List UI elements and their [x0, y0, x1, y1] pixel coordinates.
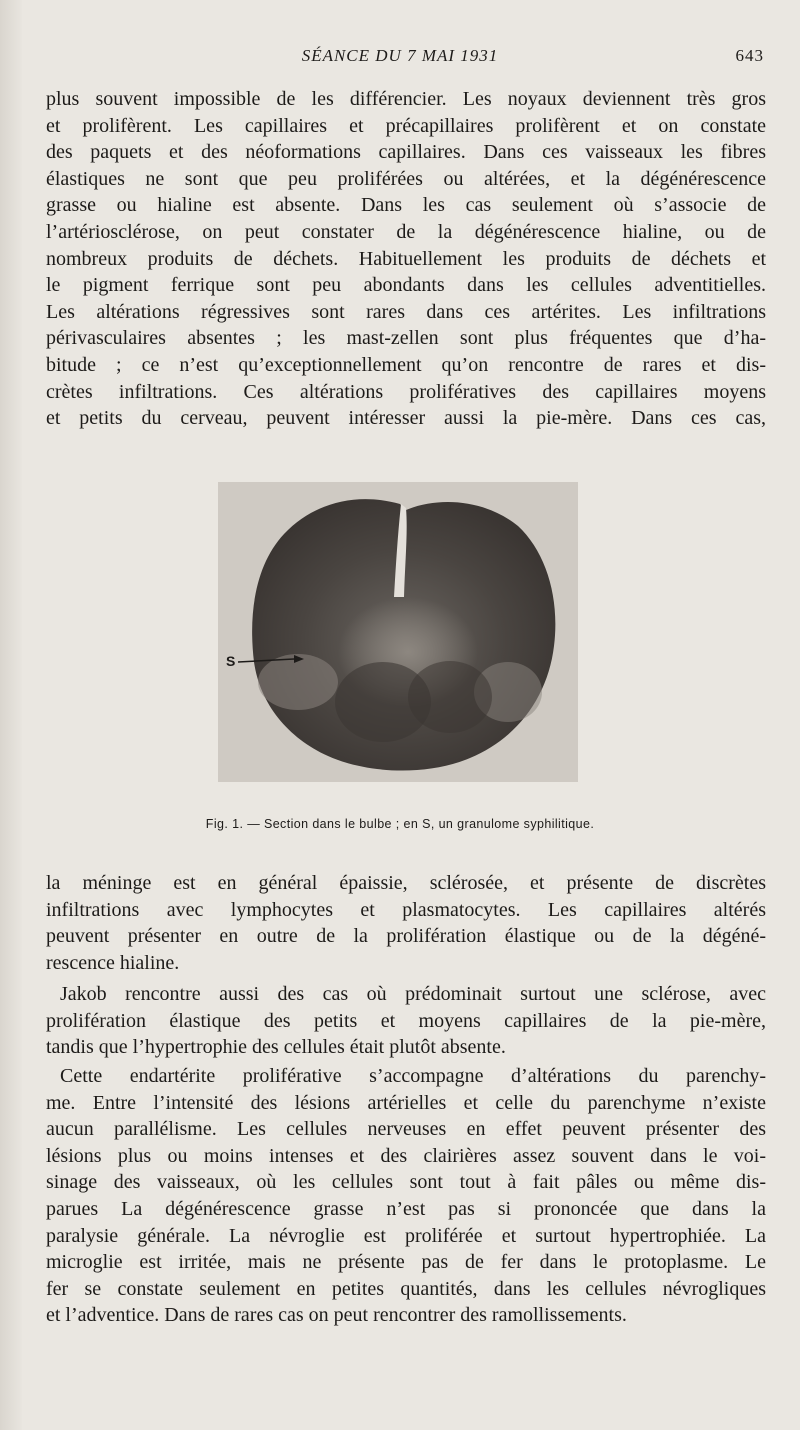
- running-header: [0, 46, 800, 74]
- text-line: Les altérations régressives sont rares dans ces artérites. Les infiltrations: [46, 300, 766, 323]
- text-line: sinage des vaisseaux, où les cellules sont tout à fait pâles ou même dis-: [46, 1171, 766, 1194]
- text-line: prolifération élastique des petits et moyens capillaires de la pie-mère,: [46, 1009, 766, 1032]
- paragraph-4: [46, 1063, 766, 1329]
- header-title: SÉANCE DU 7 MAI 1931: [301, 46, 499, 65]
- text-line: et prolifèrent. Les capillaires et précapillaires prolifèrent et on constate: [46, 114, 766, 137]
- text-line: bitude ; ce n’est qu’exceptionnellement qu’on rencontre de rares et dis-: [46, 353, 766, 376]
- text-line: nombreux produits de déchets. Habituellement les produits de déchets et: [46, 247, 766, 270]
- text-line: grasse ou hialine est absente. Dans les cas seulement où s’associe de: [46, 194, 766, 217]
- text-line: le pigment ferrique sont peu abondants dans les cellules adventitielles.: [46, 274, 766, 297]
- figure-bulbe-section: [218, 482, 578, 782]
- paragraph-2: [46, 870, 766, 976]
- text-line: et l’adventice. Dans de rares cas on peut rencontrer des ramollissements.: [46, 1304, 627, 1327]
- text-line: parues La dégénérescence grasse n’est pas si prononcée que dans la: [46, 1197, 766, 1220]
- text-line: microglie est irritée, mais ne présente pas de fer dans le protoplasme. Le: [46, 1251, 766, 1274]
- text-line: plus souvent impossible de les différencier. Les noyaux deviennent très gros: [46, 88, 766, 110]
- text-line: fer se constate seulement en petites quantités, dans les cellules névrogliques: [46, 1277, 766, 1300]
- text-line: des paquets et des néoformations capillaires. Dans ces vaisseaux les fibres: [46, 141, 766, 164]
- text-line: crètes infiltrations. Ces altérations prolifératives des capillaires moyens: [46, 380, 766, 403]
- lateral-light-zone-left: [258, 654, 338, 710]
- text-line: paralysie générale. La névroglie est proliférée et surtout hypertrophiée. La: [46, 1224, 766, 1247]
- dark-nucleus-right: [408, 661, 492, 733]
- paragraph-1: [46, 86, 766, 432]
- text-line: l’artériosclérose, on peut constater de la dégénérescence hialine, ou de: [46, 220, 766, 243]
- page-binding-edge: [0, 0, 22, 1430]
- text-line: aucun parallélisme. Les cellules nerveuses en effet peuvent présenter des: [46, 1118, 766, 1141]
- text-line: tandis que l’hypertrophie des cellules était plutôt absente.: [46, 1036, 506, 1059]
- paragraph-3: [46, 981, 766, 1061]
- text-line: lésions plus ou moins intenses et des clairières assez souvent dans le voi-: [46, 1144, 766, 1167]
- text-line: Cette endartérite proliférative s’accompagne d’altérations du parenchy-: [60, 1065, 766, 1087]
- text-line: périvasculaires absentes ; les mast-zellen sont plus fréquentes que d’ha-: [46, 327, 766, 350]
- text-line: me. Entre l’intensité des lésions artérielles et celle du parenchyme n’existe: [46, 1091, 766, 1114]
- text-line: peuvent présenter en outre de la prolifération élastique ou de la dégéné-: [46, 925, 766, 948]
- page-number: 643: [735, 46, 764, 65]
- text-line: élastiques ne sont que peu proliférées ou altérées, et la dégénérescence: [46, 167, 766, 190]
- text-line: et petits du cerveau, peuvent intéresser aussi la pie-mère. Dans ces cas,: [46, 407, 766, 430]
- text-line: infiltrations avec lymphocytes et plasmatocytes. Les capillaires altérés: [46, 898, 766, 921]
- figure-caption: Fig. 1. — Section dans le bulbe ; en S, un granulome syphilitique.: [205, 817, 595, 831]
- micrograph-image: [218, 482, 578, 782]
- granulome-marker-letter: S: [226, 653, 236, 669]
- text-line: Jakob rencontre aussi des cas où prédominait surtout une sclérose, avec: [60, 983, 766, 1005]
- text-line: rescence hialine.: [46, 951, 180, 974]
- text-line: la méninge est en général épaissie, sclérosée, et présente de discrètes: [46, 872, 766, 894]
